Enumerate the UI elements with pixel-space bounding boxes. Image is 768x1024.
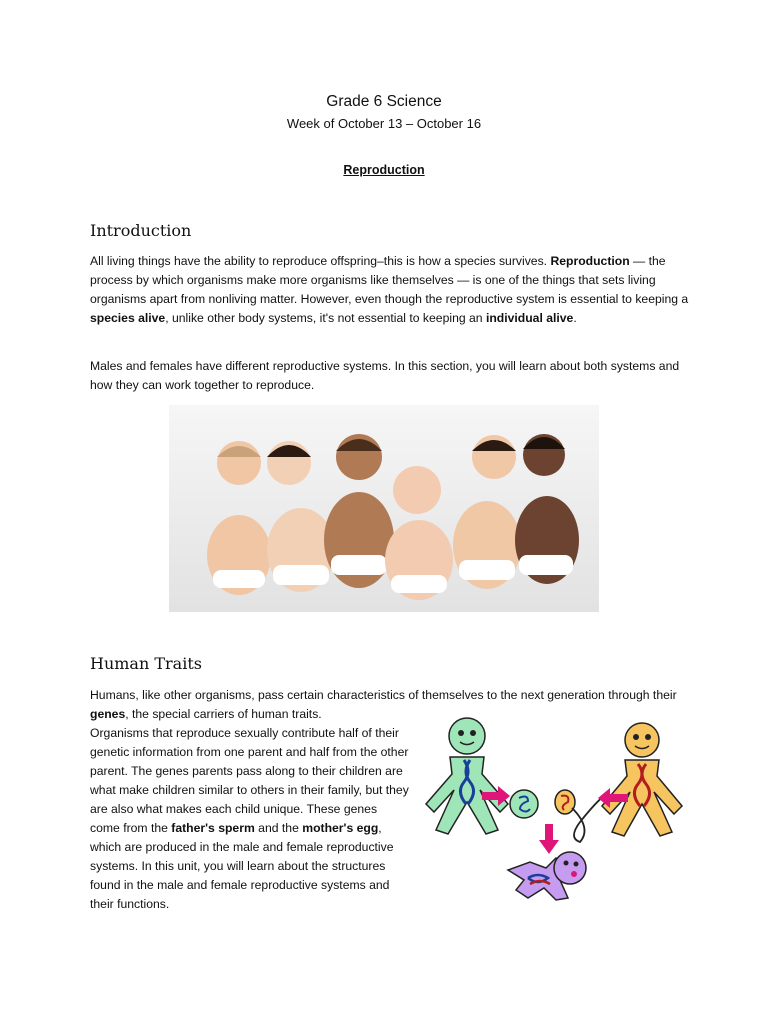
human-traits-heading: Human Traits bbox=[90, 654, 202, 673]
text-span: , unlike other body systems, it's not essential to keeping an bbox=[165, 311, 486, 325]
mother-figure bbox=[602, 723, 682, 836]
text-span: — the process by which organisms make more organisms like themselves — is one of the things that sets living organisms apart from nonliving matter. However, even though the reproductive system is essential to keeping a bbox=[90, 254, 689, 306]
introduction-heading: Introduction bbox=[90, 221, 192, 240]
document-subtitle: Week of October 13 – October 16 bbox=[286, 116, 482, 131]
bold-term-reproduction: Reproduction bbox=[550, 254, 630, 268]
egg-cell-icon bbox=[555, 790, 604, 842]
arrow-down-icon bbox=[539, 824, 559, 854]
bold-term-genes: genes bbox=[90, 707, 126, 721]
inheritance-cartoon bbox=[420, 712, 690, 907]
bold-term-mothers-egg: mother's egg bbox=[302, 821, 379, 835]
document-title: Grade 6 Science bbox=[326, 93, 442, 110]
introduction-paragraph-1 bbox=[90, 252, 690, 328]
bold-term-fathers-sperm: father's sperm bbox=[171, 821, 255, 835]
text-span: Organisms that reproduce sexually contribute half of their genetic information from one parent and half from the other parent. The genes parents pass along to their children are what make children similar to others in their family, but they are also what makes each child unique. These genes come from the bbox=[90, 726, 409, 835]
text-span: and the bbox=[254, 821, 303, 835]
sperm-cell-icon bbox=[510, 790, 538, 818]
text-span: All living things have the ability to reproduce offspring–this is how a species survives. bbox=[90, 254, 551, 268]
text-span: . bbox=[573, 311, 577, 325]
bold-term-individual-alive: individual alive bbox=[485, 311, 574, 325]
introduction-paragraph-2: Males and females have different reproductive systems. In this section, you will learn about both systems and how they can work together to reproduce. bbox=[90, 359, 680, 392]
traits-paragraph-2 bbox=[90, 724, 410, 914]
text-span: , which are produced in the male and female reproductive systems. In this unit, you will learn about the structures found in the male and female reproductive systems and their functions. bbox=[90, 821, 394, 911]
text-span: , the special carriers of human traits. bbox=[125, 707, 322, 721]
topic-title: Reproduction bbox=[343, 163, 425, 177]
text-span: Humans, like other organisms, pass certain characteristics of themselves to the next generation through their bbox=[90, 688, 677, 702]
bold-term-species-alive: species alive bbox=[90, 311, 166, 325]
babies-photo bbox=[169, 405, 599, 612]
father-figure bbox=[426, 718, 508, 834]
